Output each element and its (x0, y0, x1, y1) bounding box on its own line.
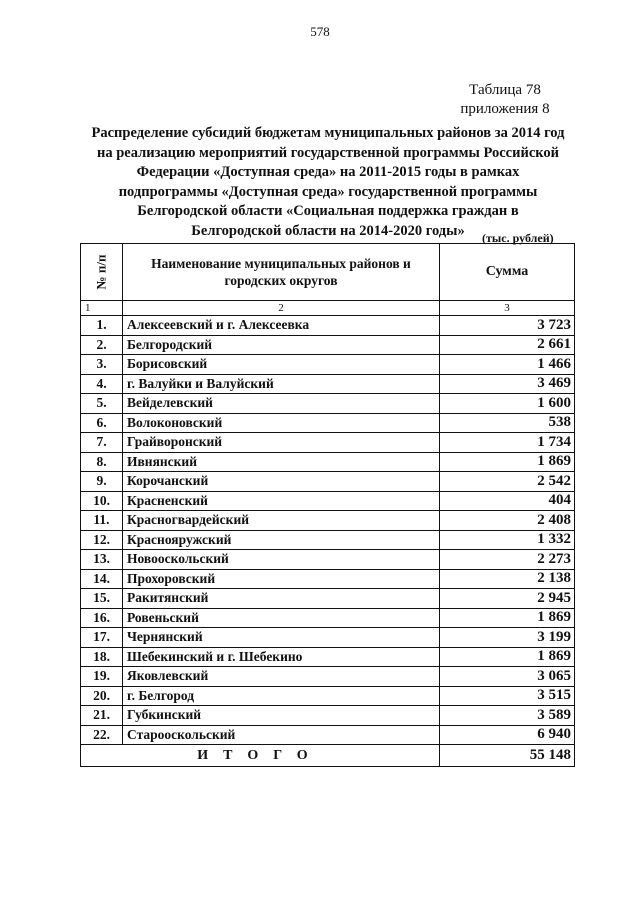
row-sum: 3 199 (440, 628, 575, 648)
document-title (78, 124, 578, 241)
table-row (81, 316, 575, 336)
page-number: 578 (310, 24, 330, 39)
table-row (81, 511, 575, 531)
row-name: Алексеевский и г. Алексеевка (123, 316, 440, 336)
row-number: 20. (81, 686, 123, 706)
table-row (81, 725, 575, 745)
table-row (81, 628, 575, 648)
table-row (81, 550, 575, 570)
row-name: Старооскольский (123, 725, 440, 745)
table-row (81, 413, 575, 433)
row-number: 18. (81, 647, 123, 667)
header-sum: Сумма (440, 244, 575, 301)
row-sum: 3 065 (440, 667, 575, 687)
row-sum: 3 589 (440, 706, 575, 726)
row-number: 14. (81, 569, 123, 589)
row-sum: 1 332 (440, 530, 575, 550)
row-sum: 2 138 (440, 569, 575, 589)
row-number: 22. (81, 725, 123, 745)
table-ref-line-1: Таблица 78 (469, 82, 541, 98)
row-number: 3. (81, 355, 123, 375)
row-name: Прохоровский (123, 569, 440, 589)
title-line: Белгородской области «Социальная поддержка граждан в (137, 203, 519, 219)
row-name: Шебекинский и г. Шебекино (123, 647, 440, 667)
title-line: Федерации «Доступная среда» на 2011-2015 годы в рамках (136, 164, 520, 180)
row-number: 5. (81, 394, 123, 414)
row-sum: 3 723 (440, 316, 575, 336)
row-number: 10. (81, 491, 123, 511)
row-name: Красногвардейский (123, 511, 440, 531)
row-number: 7. (81, 433, 123, 453)
row-sum: 1 466 (440, 355, 575, 375)
title-line: Белгородской области на 2014-2020 годы» (191, 222, 465, 239)
row-number: 1. (81, 316, 123, 336)
row-sum: 2 542 (440, 472, 575, 492)
table-row (81, 706, 575, 726)
row-sum: 404 (440, 491, 575, 511)
table-row (81, 472, 575, 492)
row-number: 17. (81, 628, 123, 648)
total-label: ИТОГО (81, 745, 440, 767)
column-number: 2 (123, 301, 440, 316)
table-row (81, 589, 575, 609)
row-number: 16. (81, 608, 123, 628)
row-sum: 6 940 (440, 725, 575, 745)
row-name: Волоконовский (123, 413, 440, 433)
units-note: (тыс. рублей) (482, 231, 554, 245)
table-header-row (81, 244, 575, 301)
table-body (81, 316, 575, 745)
row-name: Губкинский (123, 706, 440, 726)
row-number: 15. (81, 589, 123, 609)
row-name: Красненский (123, 491, 440, 511)
row-number: 13. (81, 550, 123, 570)
row-sum: 3 469 (440, 374, 575, 394)
table-row (81, 452, 575, 472)
row-name: Корочанский (123, 472, 440, 492)
table-reference (440, 81, 570, 119)
table-row (81, 355, 575, 375)
row-name: Ровеньский (123, 608, 440, 628)
table-row (81, 569, 575, 589)
table-row (81, 433, 575, 453)
table-ref-line-2: приложения 8 (460, 101, 550, 117)
subsidy-table (80, 243, 575, 767)
row-name: Вейделевский (123, 394, 440, 414)
table-row (81, 608, 575, 628)
table-row (81, 686, 575, 706)
title-line: Распределение субсидий бюджетам муниципальных районов за 2014 год (91, 125, 565, 141)
table-row (81, 530, 575, 550)
row-sum: 1 734 (440, 433, 575, 453)
table-row (81, 394, 575, 414)
table-row (81, 647, 575, 667)
total-sum: 55 148 (440, 745, 575, 767)
header-number: № п/п (81, 244, 123, 301)
row-number: 9. (81, 472, 123, 492)
row-sum: 1 869 (440, 608, 575, 628)
title-line: подпрограммы «Доступная среда» государственной программы (118, 183, 538, 200)
row-sum: 2 945 (440, 589, 575, 609)
row-sum: 538 (440, 413, 575, 433)
title-line: на реализацию мероприятий государственной программы Российской (96, 144, 560, 161)
row-name: Чернянский (123, 628, 440, 648)
row-name: Ракитянский (123, 589, 440, 609)
header-name: Наименование муниципальных районов и городских округов (123, 244, 440, 301)
row-name: Яковлевский (123, 667, 440, 687)
row-number: 4. (81, 374, 123, 394)
row-name: г. Белгород (123, 686, 440, 706)
row-number: 6. (81, 413, 123, 433)
row-sum: 3 515 (440, 686, 575, 706)
row-number: 8. (81, 452, 123, 472)
table-row (81, 374, 575, 394)
row-sum: 1 869 (440, 647, 575, 667)
row-name: г. Валуйки и Валуйский (123, 374, 440, 394)
row-number: 2. (81, 335, 123, 355)
row-number: 19. (81, 667, 123, 687)
row-sum: 1 600 (440, 394, 575, 414)
column-number-row (81, 301, 575, 316)
row-sum: 2 408 (440, 511, 575, 531)
row-name: Белгородский (123, 335, 440, 355)
row-name: Новооскольский (123, 550, 440, 570)
column-number: 1 (81, 301, 123, 316)
row-sum: 2 273 (440, 550, 575, 570)
row-name: Ивнянский (123, 452, 440, 472)
row-number: 21. (81, 706, 123, 726)
total-row (81, 745, 575, 767)
row-name: Грайворонский (123, 433, 440, 453)
row-sum: 2 661 (440, 335, 575, 355)
row-name: Краснояружский (123, 530, 440, 550)
row-name: Борисовский (123, 355, 440, 375)
table-row (81, 335, 575, 355)
column-number: 3 (440, 301, 575, 316)
row-number: 11. (81, 511, 123, 531)
table-row (81, 667, 575, 687)
row-number: 12. (81, 530, 123, 550)
table-row (81, 491, 575, 511)
row-sum: 1 869 (440, 452, 575, 472)
